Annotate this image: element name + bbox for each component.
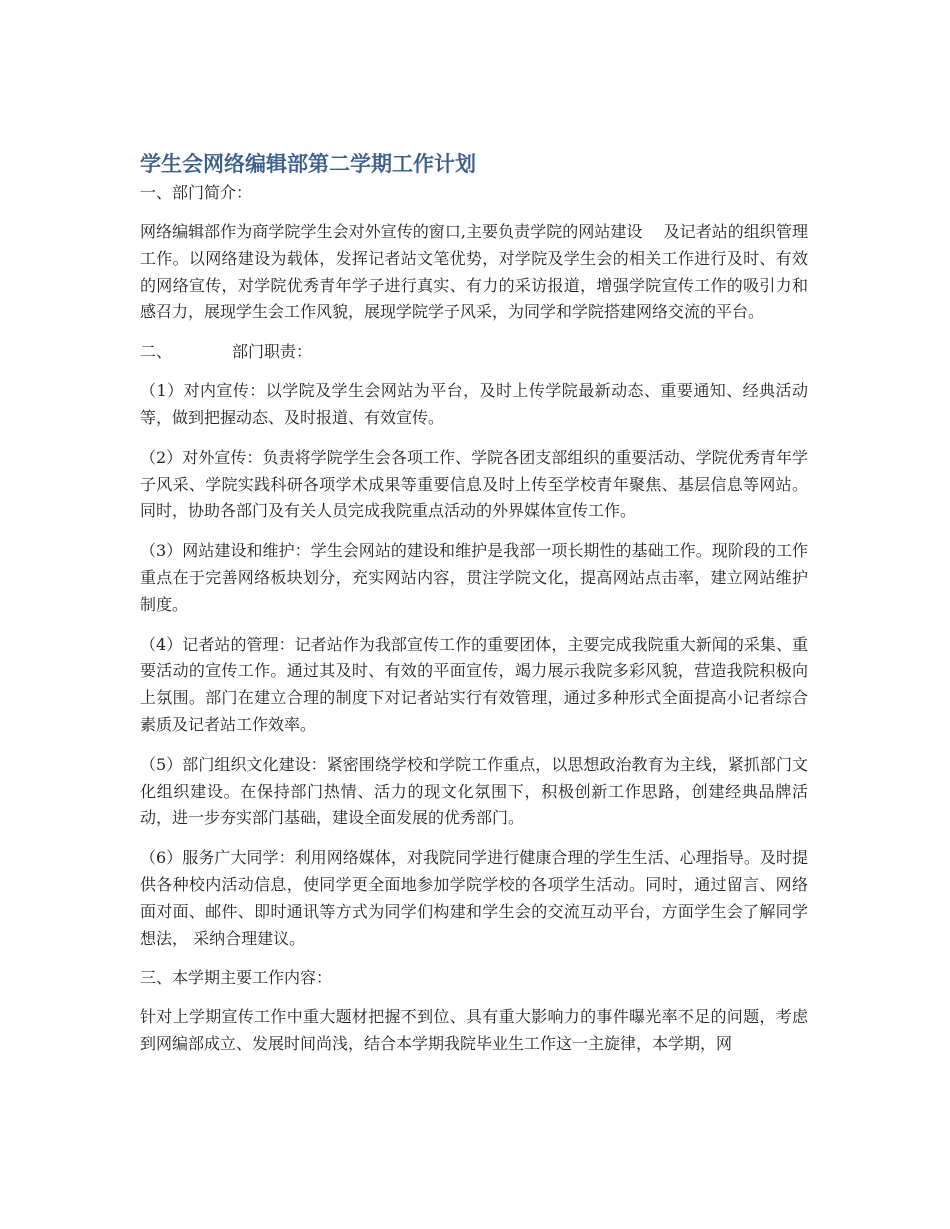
duty-item-2: （2）对外宣传：负责将学院学生会各项工作、学院各团支部组织的重要活动、学院优秀青年学子风采、学院实践科研各项学术成果等重要信息及时上传至学校青年聚焦、基层信息等网站。同时，协助各部门及有关人员完成我院重点活动的外界媒体宣传工作。 [140,447,808,521]
document-page [140,150,808,1071]
section-heading-plan: 三、本学期主要工作内容： [140,968,333,988]
duty-item-5: （5）部门组织文化建设：紧密围绕学校和学院工作重点，以思想政治教育为主线，紧抓部门文化组织建设。在保持部门热情、活力的现文化氛围下，积极创新工作思路，创建经典品牌活动，进一步夯实部门基础，建设全面发展的优秀部门。 [140,754,808,828]
plan-paragraph: 针对上学期宣传工作中重大题材把握不到位、具有重大影响力的事件曝光率不足的问题，考虑到网编部成立、发展时间尚浅，结合本学期我院毕业生工作这一主旋律，本学期，网 [140,1007,808,1054]
duty-item-6: （6）服务广大同学：利用网络媒体，对我院同学进行健康合理的学生生活、心理指导。及时提供各种校内活动信息，使同学更全面地参加学院学校的各项学生活动。同时，通过留言、网络面对面、邮件、即时通讯等方式为同学们构建和学生会的交流互动平台，方面学生会了解同学想法， 采纳合理建议。 [140,848,808,948]
section-heading-duties-number: 二、 [140,342,173,362]
section-heading-duties [140,339,808,365]
section-heading-intro: 一、部门简介： [140,183,253,202]
duty-item-4: （4）记者站的管理：记者站作为我部宣传工作的重要团体，主要完成我院重大新闻的采集、重要活动的宣传工作。通过其及时、有效的平面宣传，竭力展示我院多彩风貌，营造我院积极向上氛围。部门在建立合理的制度下对记者站实行有效管理，通过多种形式全面提高小记者综合素质及记者站工作效率。 [140,634,808,734]
duty-item-1: （1）对内宣传：以学院及学生会网站为平台，及时上传学院最新动态、重要通知、经典活动等，做到把握动态、及时报道、有效宣传。 [140,381,808,427]
document-title: 学生会网络编辑部第二学期工作计划 [140,152,476,176]
duty-item-3: （3）网站建设和维护：学生会网站的建设和维护是我部一项长期性的基础工作。现阶段的工作重点在于完善网络板块划分，充实网站内容，贯注学院文化，提高网站点击率，建立网站维护制度。 [140,541,808,614]
intro-paragraph: 网络编辑部作为商学院学生会对外宣传的窗口,主要负责学院的网站建设 及记者站的组织管理工作。以网络建设为载体，发挥记者站文笔优势，对学院及学生会的相关工作进行及时、有效的网络宣传，对学院优秀青年学子进行真实、有力的采访报道，增强学院宣传工作的吸引力和感召力，展现学生会工作风貌，展现学院学子风采，为同学和学院搭建网络交流的平台。 [140,222,808,322]
section-heading-duties-text: 部门职责： [232,342,313,362]
